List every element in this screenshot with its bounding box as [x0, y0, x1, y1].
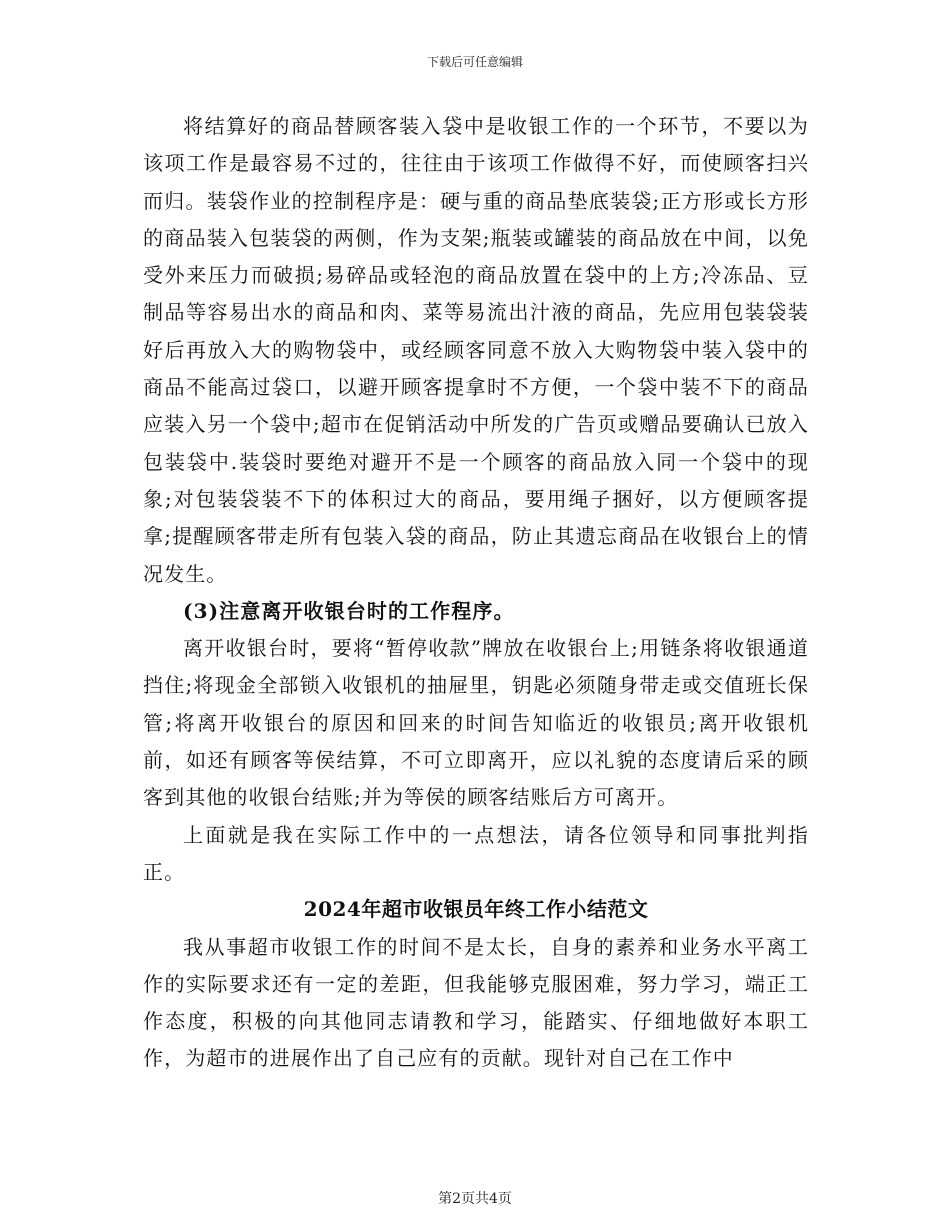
section-title: 2024年超市收银员年终工作小结范文	[303, 897, 649, 922]
paragraph-summary-intro: 我从事超市收银工作的时间不是太长，自身的素养和业务水平离工作的实际要求还有一定的差距，但我能够克服困难，努力学习，端正工作态度，积极的向其他同志请教和学习，能踏实、仔细地做好本职工作，为超市的进展作出了自己应有的贡献。现针对自己在工作中	[143, 934, 809, 1071]
paragraph-bagging-procedure: 将结算好的商品替顾客装入袋中是收银工作的一个环节，不要以为该项工作是最容易不过的，往往由于该项工作做得不好，而使顾客扫兴而归。装袋作业的控制程序是：硬与重的商品垫底装袋;正方形或长方形的商品装入包装袋的两侧，作为支架;瓶装或罐装的商品放在中间，以免受外来压力而破损;易碎品或轻泡的商品放置在袋中的上方;冷冻品、豆制品等容易出水的商品和肉、菜等易流出汁液的商品，先应用包装袋装好后再放入大的购物袋中，或经顾客同意不放入大购物袋中装入袋中的商品不能高过袋口，以避开顾客提拿时不方便，一个袋中装不下的商品应装入另一个袋中;超市在促销活动中所发的广告页或赠品要确认已放入包装袋中.装袋时要绝对避开不是一个顾客的商品放入同一个袋中的现象;对包装袋装不下的体积过大的商品，要用绳子捆好，以方便顾客提拿;提醒顾客带走所有包装入袋的商品，防止其遗忘商品在收银台上的情况发生。	[143, 114, 809, 586]
page-footer: 第2页共4页	[438, 1191, 512, 1207]
subheading-leaving-checkout: (3)注意离开收银台时的工作程序。	[183, 598, 515, 623]
paragraph-closing-remarks: 上面就是我在实际工作中的一点想法，请各位领导和同事批判指正。	[143, 822, 809, 884]
document-body	[143, 108, 809, 1078]
page-header: 下载后可任意编辑	[426, 55, 523, 69]
paragraph-leaving-checkout: 离开收银台时，要将“暂停收款”牌放在收银台上;用链条将收银通道挡住;将现金全部锁入收银机的抽屉里，钥匙必须随身带走或交值班长保管;将离开收银台的原因和回来的时间告知临近的收银员;离开收银机前，如还有顾客等侯结算，不可立即离开，应以礼貌的态度请后采的顾客到其他的收银台结账;并为等侯的顾客结账后方可离开。	[143, 636, 809, 810]
